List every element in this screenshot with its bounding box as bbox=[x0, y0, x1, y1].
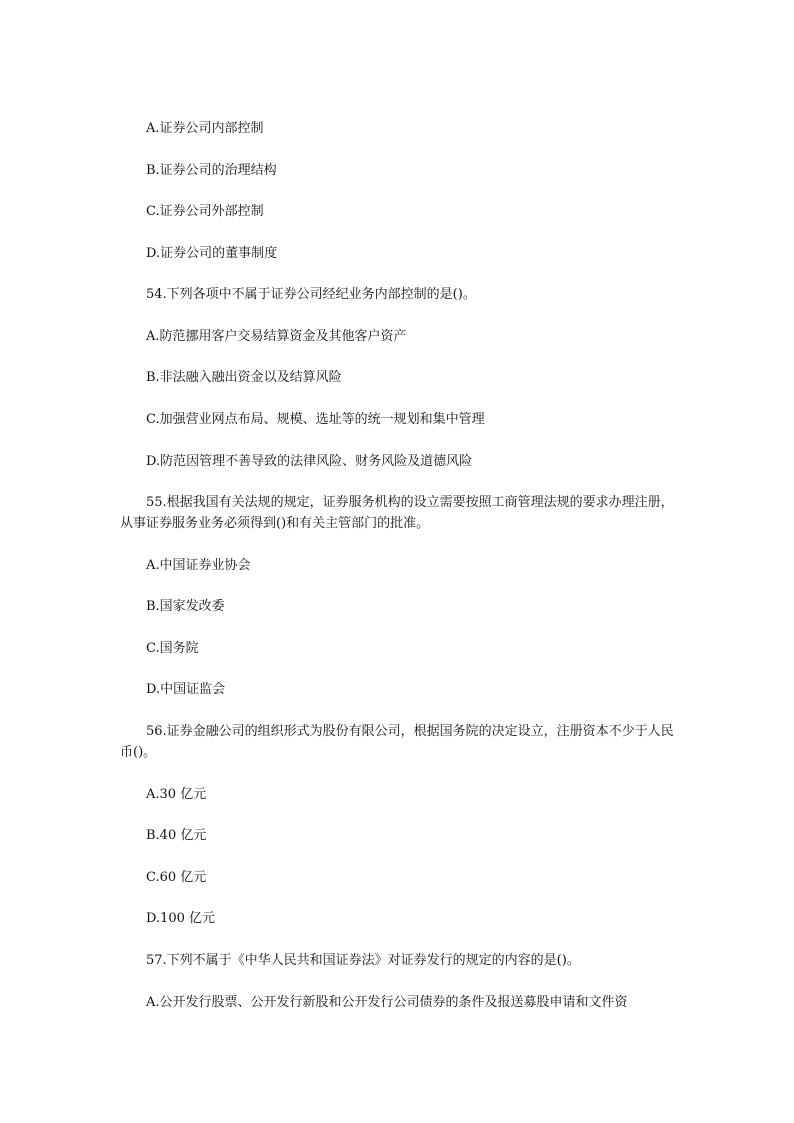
q55-option-b: B.国家发改委 bbox=[146, 599, 225, 614]
q54-option-b: B.非法融入融出资金以及结算风险 bbox=[146, 370, 342, 385]
q57-stem: 57.下列不属于《中华人民共和国证券法》对证券发行的规定的内容的是()。 bbox=[146, 953, 580, 968]
q55-option-c: C.国务院 bbox=[146, 641, 199, 656]
q53-option-b: B.证券公司的治理结构 bbox=[146, 163, 277, 178]
q56-option-c: C.60 亿元 bbox=[146, 870, 207, 885]
q54-option-d: D.防范因管理不善导致的法律风险、财务风险及道德风险 bbox=[146, 454, 473, 469]
q56-stem: 56.证券金融公司的组织形式为股份有限公司，根据国务院的决定设立，注册资本不少于人民币()。 bbox=[120, 724, 674, 760]
q54-option-c: C.加强营业网点布局、规模、选址等的统一规划和集中管理 bbox=[146, 412, 485, 427]
q54-stem: 54.下列各项中不属于证券公司经纪业务内部控制的是()。 bbox=[146, 287, 476, 302]
q55-stem: 55.根据我国有关法规的规定，证券服务机构的设立需要按照工商管理法规的要求办理注册，从事证券服务业务必须得到()和有关主管部门的批准。 bbox=[120, 495, 674, 531]
q53-option-a: A.证券公司内部控制 bbox=[146, 121, 264, 136]
q55-option-d: D.中国证监会 bbox=[146, 682, 226, 697]
q55-option-a: A.中国证券业协会 bbox=[146, 558, 251, 573]
q53-option-c: C.证券公司外部控制 bbox=[146, 204, 264, 219]
q54-option-a: A.防范挪用客户交易结算资金及其他客户资产 bbox=[146, 329, 407, 344]
q56-option-a: A.30 亿元 bbox=[146, 787, 207, 802]
q53-option-d: D.证券公司的董事制度 bbox=[146, 246, 278, 261]
q56-option-d: D.100 亿元 bbox=[146, 911, 216, 926]
q57-option-a: A.公开发行股票、公开发行新股和公开发行公司债券的条件及报送募股申请和文件资 bbox=[146, 995, 628, 1010]
q56-option-b: B.40 亿元 bbox=[146, 828, 207, 843]
